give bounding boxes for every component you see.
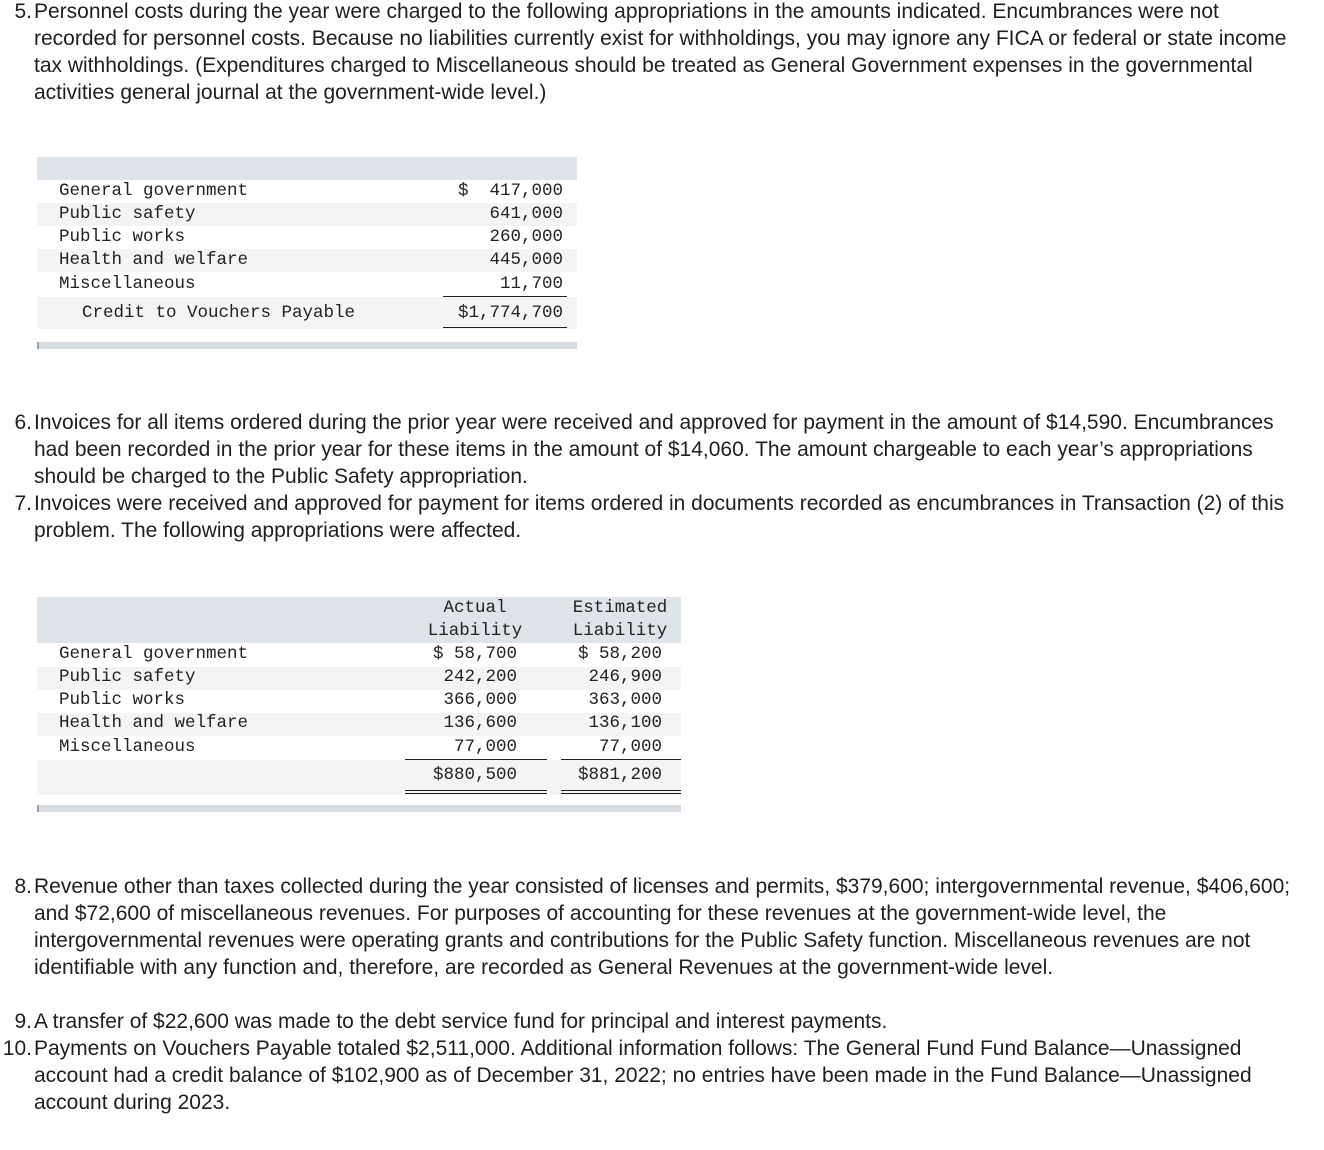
item-text: Payments on Vouchers Payable totaled $2,511,000. Additional information follows: The General Fund Fund Balance—Unassigned account had a credit balance of $102,900 as of December 31, 2022; no entries have been made in the Fund Balance—Unassigned account during 2023. bbox=[34, 1037, 1252, 1114]
subtotal-rule bbox=[561, 759, 681, 760]
total-amount: $1,774,700 bbox=[457, 303, 563, 323]
item-number: 8. bbox=[14, 875, 32, 898]
personnel-costs-table bbox=[37, 157, 577, 350]
item-10 bbox=[2, 1035, 1304, 1116]
actual-amount: 77,000 bbox=[453, 737, 517, 757]
item-number: 5. bbox=[14, 0, 32, 23]
item-text: Revenue other than taxes collected during the year consisted of licenses and permits, $379,600; intergovernmental revenue, $406,600; and $72,600 of miscellaneous revenues. For purposes of accounting for these revenues at the government-wide level, the intergovernmental revenues were operating grants and contributions for the Public Safety function. Miscellaneous revenues are not identifiable with any function and, therefore, are recorded as General Revenues at the government-wide level. bbox=[34, 875, 1291, 979]
table-footer-bar bbox=[37, 342, 577, 349]
subtotal-rule bbox=[405, 759, 547, 760]
estimated-amount: 363,000 bbox=[588, 690, 662, 710]
item-8 bbox=[14, 873, 1304, 981]
row-label: Public works bbox=[59, 227, 186, 247]
item-5 bbox=[14, 0, 1304, 106]
item-6 bbox=[14, 409, 1304, 490]
total-label: Credit to Vouchers Payable bbox=[82, 303, 356, 323]
item-text: Invoices for all items ordered during the prior year were received and approved for payment in the amount of $14,590. Encumbrances had been recorded in the prior year for these items in the amount of $14,060. The amount chargeable to each year’s appropriations should be charged to the Public Safety appropriation. bbox=[34, 411, 1274, 488]
row-amount: 641,000 bbox=[489, 204, 563, 224]
row-label: General government bbox=[59, 644, 249, 664]
item-text: A transfer of $22,600 was made to the debt service fund for principal and interest payments. bbox=[34, 1010, 888, 1033]
row-amount: 260,000 bbox=[489, 227, 563, 247]
item-number: 6. bbox=[14, 411, 32, 434]
row-label: Public safety bbox=[59, 667, 196, 687]
row-label: Miscellaneous bbox=[59, 737, 196, 757]
subtotal-rule bbox=[443, 296, 567, 297]
row-label: Health and welfare bbox=[59, 250, 249, 270]
estimated-amount: $ 58,200 bbox=[577, 644, 662, 664]
actual-amount: $ 58,700 bbox=[432, 644, 517, 664]
item-text: Personnel costs during the year were charged to the following appropriations in the amounts indicated. Encumbrances were not recorded for personnel costs. Because no liabilities currently exist for withholdings, you may ignore any FICA or federal or state income tax withholdings. (Expenditures charged to Miscellaneous should be treated as General Government expenses in the governmental activities general journal at the government-wide level.) bbox=[34, 0, 1287, 104]
estimated-amount: 246,900 bbox=[588, 667, 662, 687]
row-amount: $ 417,000 bbox=[457, 181, 563, 201]
total-rule bbox=[443, 327, 567, 328]
col-header-actual: Liability bbox=[427, 621, 523, 641]
appropriations-table bbox=[37, 597, 681, 815]
col-header-estimated: Liability bbox=[572, 621, 668, 641]
estimated-amount: 77,000 bbox=[598, 737, 662, 757]
actual-amount: 366,000 bbox=[443, 690, 517, 710]
item-7 bbox=[14, 490, 1304, 544]
row-label: Miscellaneous bbox=[59, 274, 196, 294]
item-text: Invoices were received and approved for payment for items ordered in documents recorded as encumbrances in Transaction (2) of this problem. The following appropriations were affected. bbox=[34, 492, 1285, 542]
col-header-actual: Actual bbox=[443, 598, 507, 618]
actual-amount: 136,600 bbox=[443, 713, 517, 733]
item-number: 7. bbox=[14, 492, 32, 515]
total-double-rule bbox=[405, 790, 547, 794]
item-number: 10. bbox=[2, 1037, 32, 1060]
item-9 bbox=[14, 1008, 1304, 1035]
item-number: 9. bbox=[14, 1010, 32, 1033]
table-footer-bar bbox=[37, 805, 681, 812]
row-amount: 445,000 bbox=[489, 250, 563, 270]
row-label: Health and welfare bbox=[59, 713, 249, 733]
row-label: Public works bbox=[59, 690, 186, 710]
table-header-band bbox=[37, 157, 577, 180]
col-header-estimated: Estimated bbox=[572, 598, 668, 618]
row-amount: 11,700 bbox=[499, 274, 563, 294]
total-estimated: $881,200 bbox=[577, 765, 662, 785]
row-label: Public safety bbox=[59, 204, 196, 224]
estimated-amount: 136,100 bbox=[588, 713, 662, 733]
actual-amount: 242,200 bbox=[443, 667, 517, 687]
row-label: General government bbox=[59, 181, 249, 201]
total-actual: $880,500 bbox=[432, 765, 517, 785]
total-double-rule bbox=[561, 790, 681, 794]
